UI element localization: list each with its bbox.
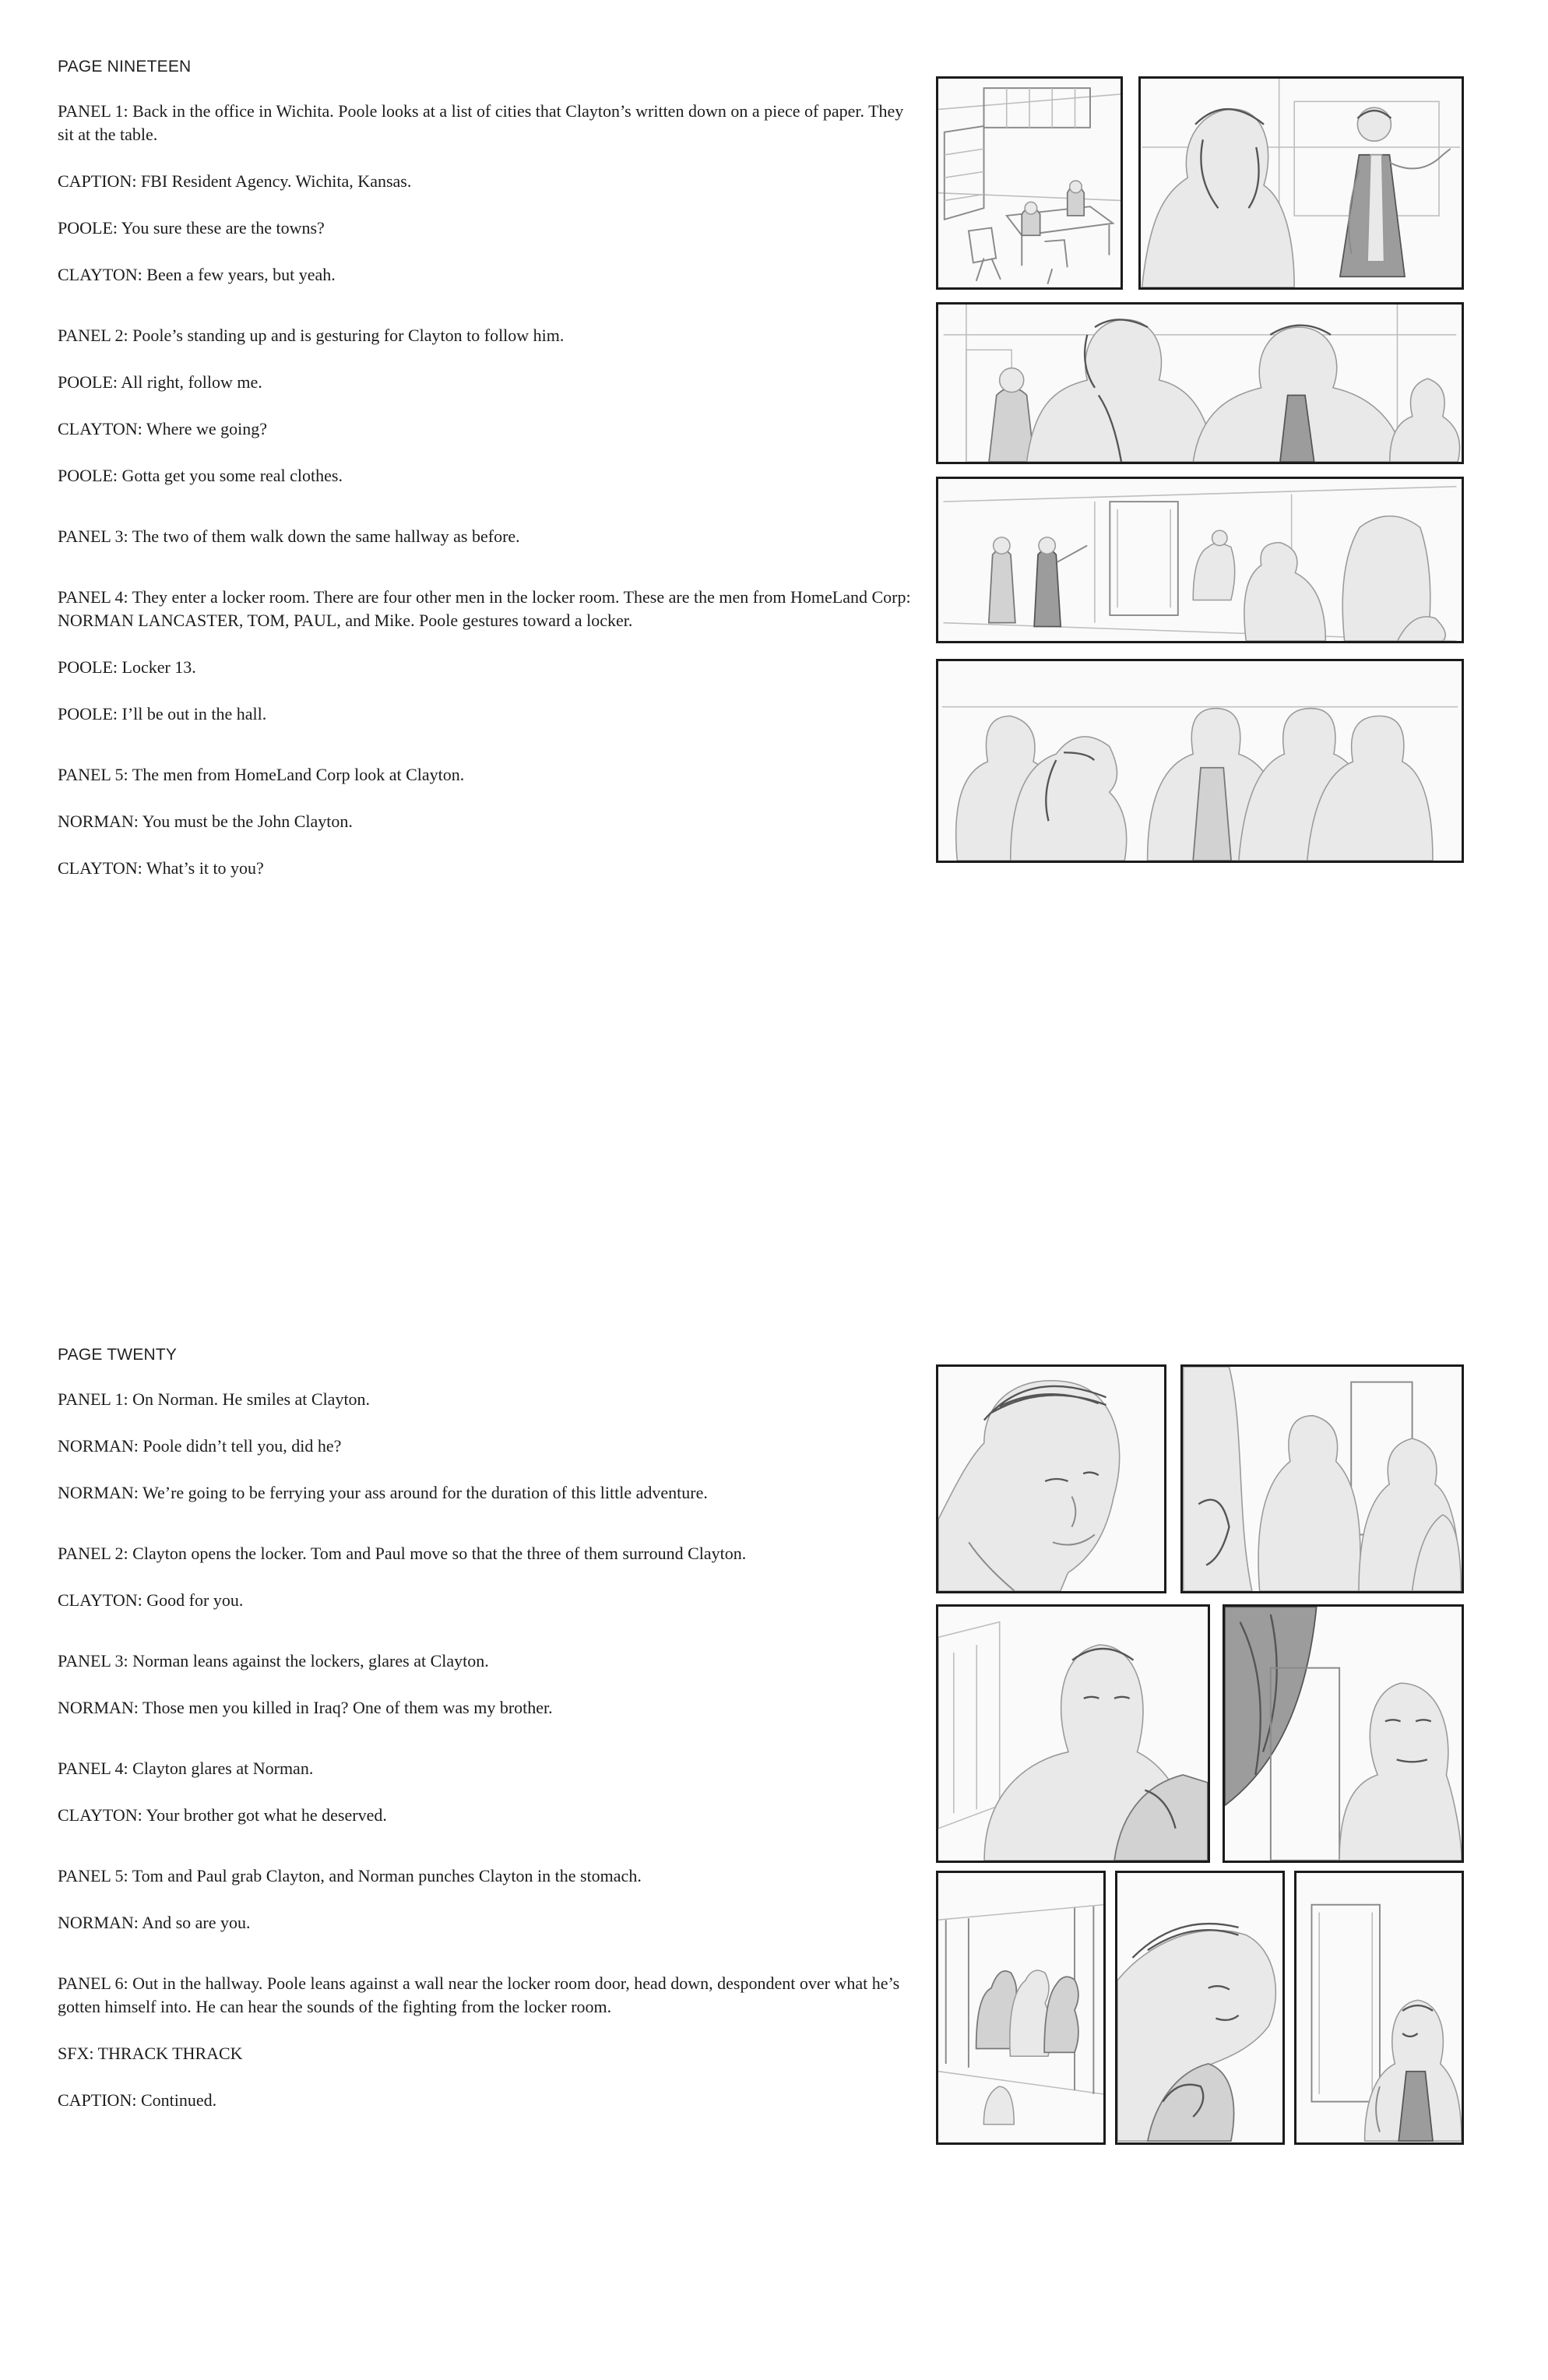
p20-panel-4-clayton-glare [1223,1604,1464,1863]
dialogue-line: POOLE: You sure these are the towns? [58,218,325,238]
sfx-line: SFX: THRACK THRACK [58,2044,243,2063]
p20-panel-5b-punch [1115,1871,1285,2145]
dialogue-line: POOLE: I’ll be out in the hall. [58,704,267,724]
dialogue-line: NORMAN: You must be the John Clayton. [58,812,353,831]
dialogue-line: NORMAN: Poole didn’t tell you, did he? [58,1436,342,1456]
poole-clayton-sketch [938,305,1462,462]
page-heading: PAGE TWENTY [58,1346,178,1364]
locker-open-sketch [1183,1367,1462,1591]
panel-description: PANEL 1: On Norman. He smiles at Clayton. [58,1389,371,1409]
p20-panel-3-norman-lockers [936,1604,1210,1863]
fight-wide-sketch [938,1873,1103,2142]
panel-description: PANEL 2: Clayton opens the locker. Tom and Paul move so that the three of them surround Clayton. [58,1544,747,1563]
panel-description: PANEL 2: Poole’s standing up and is gesturing for Clayton to follow him. [58,326,565,345]
panel-description: PANEL 3: The two of them walk down the same hallway as before. [58,526,520,546]
p20-panel-6-poole-hallway [1294,1871,1464,2145]
dialogue-line: CLAYTON: Been a few years, but yeah. [58,265,336,284]
clayton-glare-sketch [1225,1607,1462,1861]
poole-standing-sketch [1141,79,1462,287]
hallway-sketch [938,479,1462,641]
locker-room-sketch [938,661,1462,861]
panel-description: PANEL 3: Norman leans against the lockers, glares at Clayton. [58,1651,489,1671]
p19-panel-3-hallway [936,477,1464,643]
dialogue-line: POOLE: Locker 13. [58,657,196,677]
office-sketch [938,79,1121,287]
dialogue-line: POOLE: All right, follow me. [58,372,262,392]
page-nineteen-script [58,58,914,903]
p20-panel-1-norman [936,1364,1166,1593]
panel-description: PANEL 1: Back in the office in Wichita. Poole looks at a list of cities that Clayton’s written down on a piece of paper. They sit at the table. [58,101,904,144]
page-twenty-script [58,1346,914,2135]
panel-description: PANEL 5: Tom and Paul grab Clayton, and Norman punches Clayton in the stomach. [58,1866,642,1885]
p19-panel-1a-office [936,76,1123,290]
page-heading: PAGE NINETEEN [58,58,192,76]
dialogue-line: CLAYTON: Your brother got what he deserved. [58,1805,387,1825]
dialogue-line: CLAYTON: Where we going? [58,419,268,438]
dialogue-line: CLAYTON: Good for you. [58,1590,244,1610]
p19-panel-2-follow [936,302,1464,464]
punch-sketch [1117,1873,1282,2142]
dialogue-line: POOLE: Gotta get you some real clothes. [58,466,343,485]
p19-panel-4-locker-room [936,659,1464,863]
panel-description: PANEL 4: Clayton glares at Norman. [58,1759,314,1778]
panel-description: PANEL 4: They enter a locker room. There are four other men in the locker room. These are the men from HomeLand Corp: NORMAN LANCASTER, TOM, PAUL, and Mike. Poole gestures toward a locker. [58,587,911,630]
panel-description: PANEL 5: The men from HomeLand Corp look at Clayton. [58,765,465,784]
dialogue-line: NORMAN: Those men you killed in Iraq? One of them was my brother. [58,1698,553,1717]
caption-line: CAPTION: FBI Resident Agency. Wichita, Kansas. [58,171,412,191]
norman-glare-sketch [938,1607,1208,1861]
p19-panel-1b-poole [1138,76,1464,290]
dialogue-line: NORMAN: And so are you. [58,1913,251,1932]
panel-description: PANEL 6: Out in the hallway. Poole leans against a wall near the locker room door, head down, despondent over what he’s gotten himself into. He can hear the sounds of the fighting from the locker room. [58,1973,900,2016]
poole-despondent-sketch [1296,1873,1462,2142]
p20-panel-5a-fight-wide [936,1871,1106,2145]
norman-smile-sketch [938,1367,1164,1591]
dialogue-line: CLAYTON: What’s it to you? [58,858,264,878]
caption-line: CAPTION: Continued. [58,2090,217,2110]
p20-panel-2-locker-open [1180,1364,1464,1593]
dialogue-line: NORMAN: We’re going to be ferrying your ass around for the duration of this little adventure. [58,1483,708,1502]
